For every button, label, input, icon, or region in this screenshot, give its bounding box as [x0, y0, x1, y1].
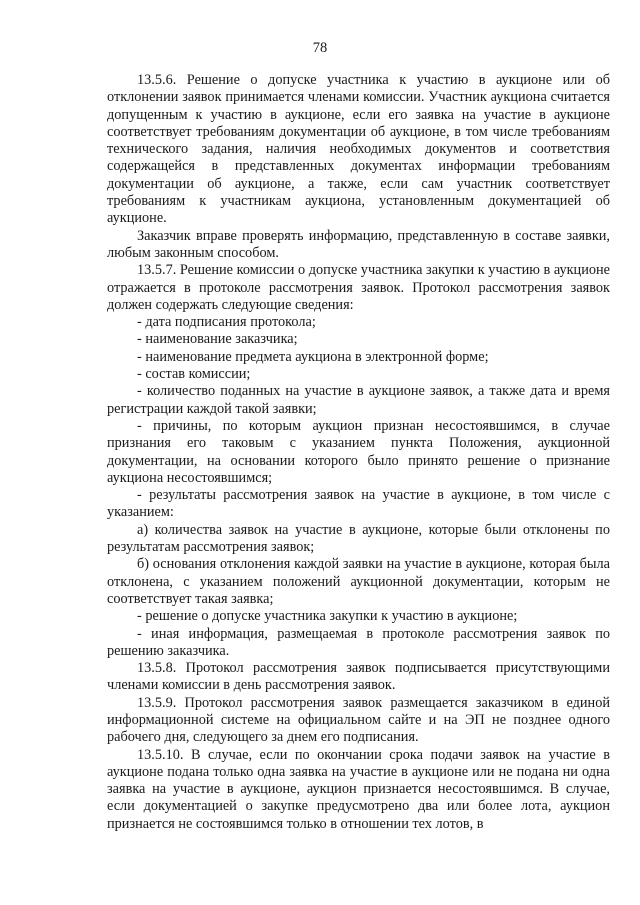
- list-item-rejection-grounds: б) основания отклонения каждой заявки на участие в аукционе, которая была отклонена, с указанием положений аукционной документации, которым не соответствует такая заявка;: [107, 556, 610, 607]
- list-item-commission: - состав комиссии;: [137, 366, 251, 383]
- list-item-bids-count: - количество поданных на участие в аукционе заявок, а также дата и время регистрации каждой такой заявки;: [107, 383, 610, 417]
- paragraph-13-5-7: 13.5.7. Решение комиссии о допуске участника закупки к участию в аукционе отражается в протоколе рассмотрения заявок. Протокол рассмотрения заявок должен содержать следующие сведения:: [107, 262, 610, 313]
- list-item-other-info: - иная информация, размещаемая в протоколе рассмотрения заявок по решению заказчика.: [107, 625, 610, 659]
- paragraph-13-5-10: 13.5.10. В случае, если по окончании срока подачи заявок на участие в аукционе подана только одна заявка на участие в аукционе или не подана ни одна заявка на участие в аукционе, аукцион признается несостоявшимся. В случае, если документацией о закупке предусмотрено два или более лота, аукцион признается не состоявшимся только в отношении тех лотов, в: [107, 746, 610, 832]
- list-item-rejected-count: а) количества заявок на участие в аукционе, которые были отклонены по результатам рассмотрения заявок;: [107, 521, 610, 556]
- list-item-review-results: - результаты рассмотрения заявок на участие в аукционе, в том числе с указанием:: [107, 487, 610, 521]
- document-body: [107, 72, 610, 833]
- page-number: 78: [312, 40, 328, 56]
- paragraph-13-5-8: 13.5.8. Протокол рассмотрения заявок подписывается присутствующими членами комиссии в день рассмотрения заявок.: [107, 660, 610, 694]
- list-item-protocol-date: - дата подписания протокола;: [137, 314, 316, 331]
- list-item-auction-subject: - наименование предмета аукциона в электронной форме;: [137, 348, 489, 365]
- list-item-customer-name: - наименование заказчика;: [137, 331, 298, 348]
- paragraph-customer-verification: Заказчик вправе проверять информацию, представленную в составе заявки, любым законным способом.: [107, 227, 610, 261]
- list-item-admission-decision: - решение о допуске участника закупки к участию в аукционе;: [137, 608, 518, 625]
- paragraph-13-5-6: 13.5.6. Решение о допуске участника к участию в аукционе или об отклонении заявок принимается членами комиссии. Участник аукциона считается допущенным к участию в аукционе, если его заявка на участие в аукционе соответствует требованиям документации об аукционе, в том числе требованиям технического задания, наличия необходимых документов и соответствия содержащейся в представленных документах информации требованиям документации об аукционе, а также, если сам участник соответствует требованиям к участникам аукциона, установленным документацией об аукционе.: [107, 72, 610, 227]
- paragraph-13-5-9: 13.5.9. Протокол рассмотрения заявок размещается заказчиком в единой информационной системе на официальном сайте и на ЭП не позднее одного рабочего дня, следующего за днем его подписания.: [107, 694, 610, 746]
- list-item-failure-reasons: - причины, по которым аукцион признан несостоявшимся, в случае признания его таковым с указанием пункта Положения, аукционной документации, на основании которого было принято решение о признание аукциона несостоявшимся;: [107, 417, 610, 486]
